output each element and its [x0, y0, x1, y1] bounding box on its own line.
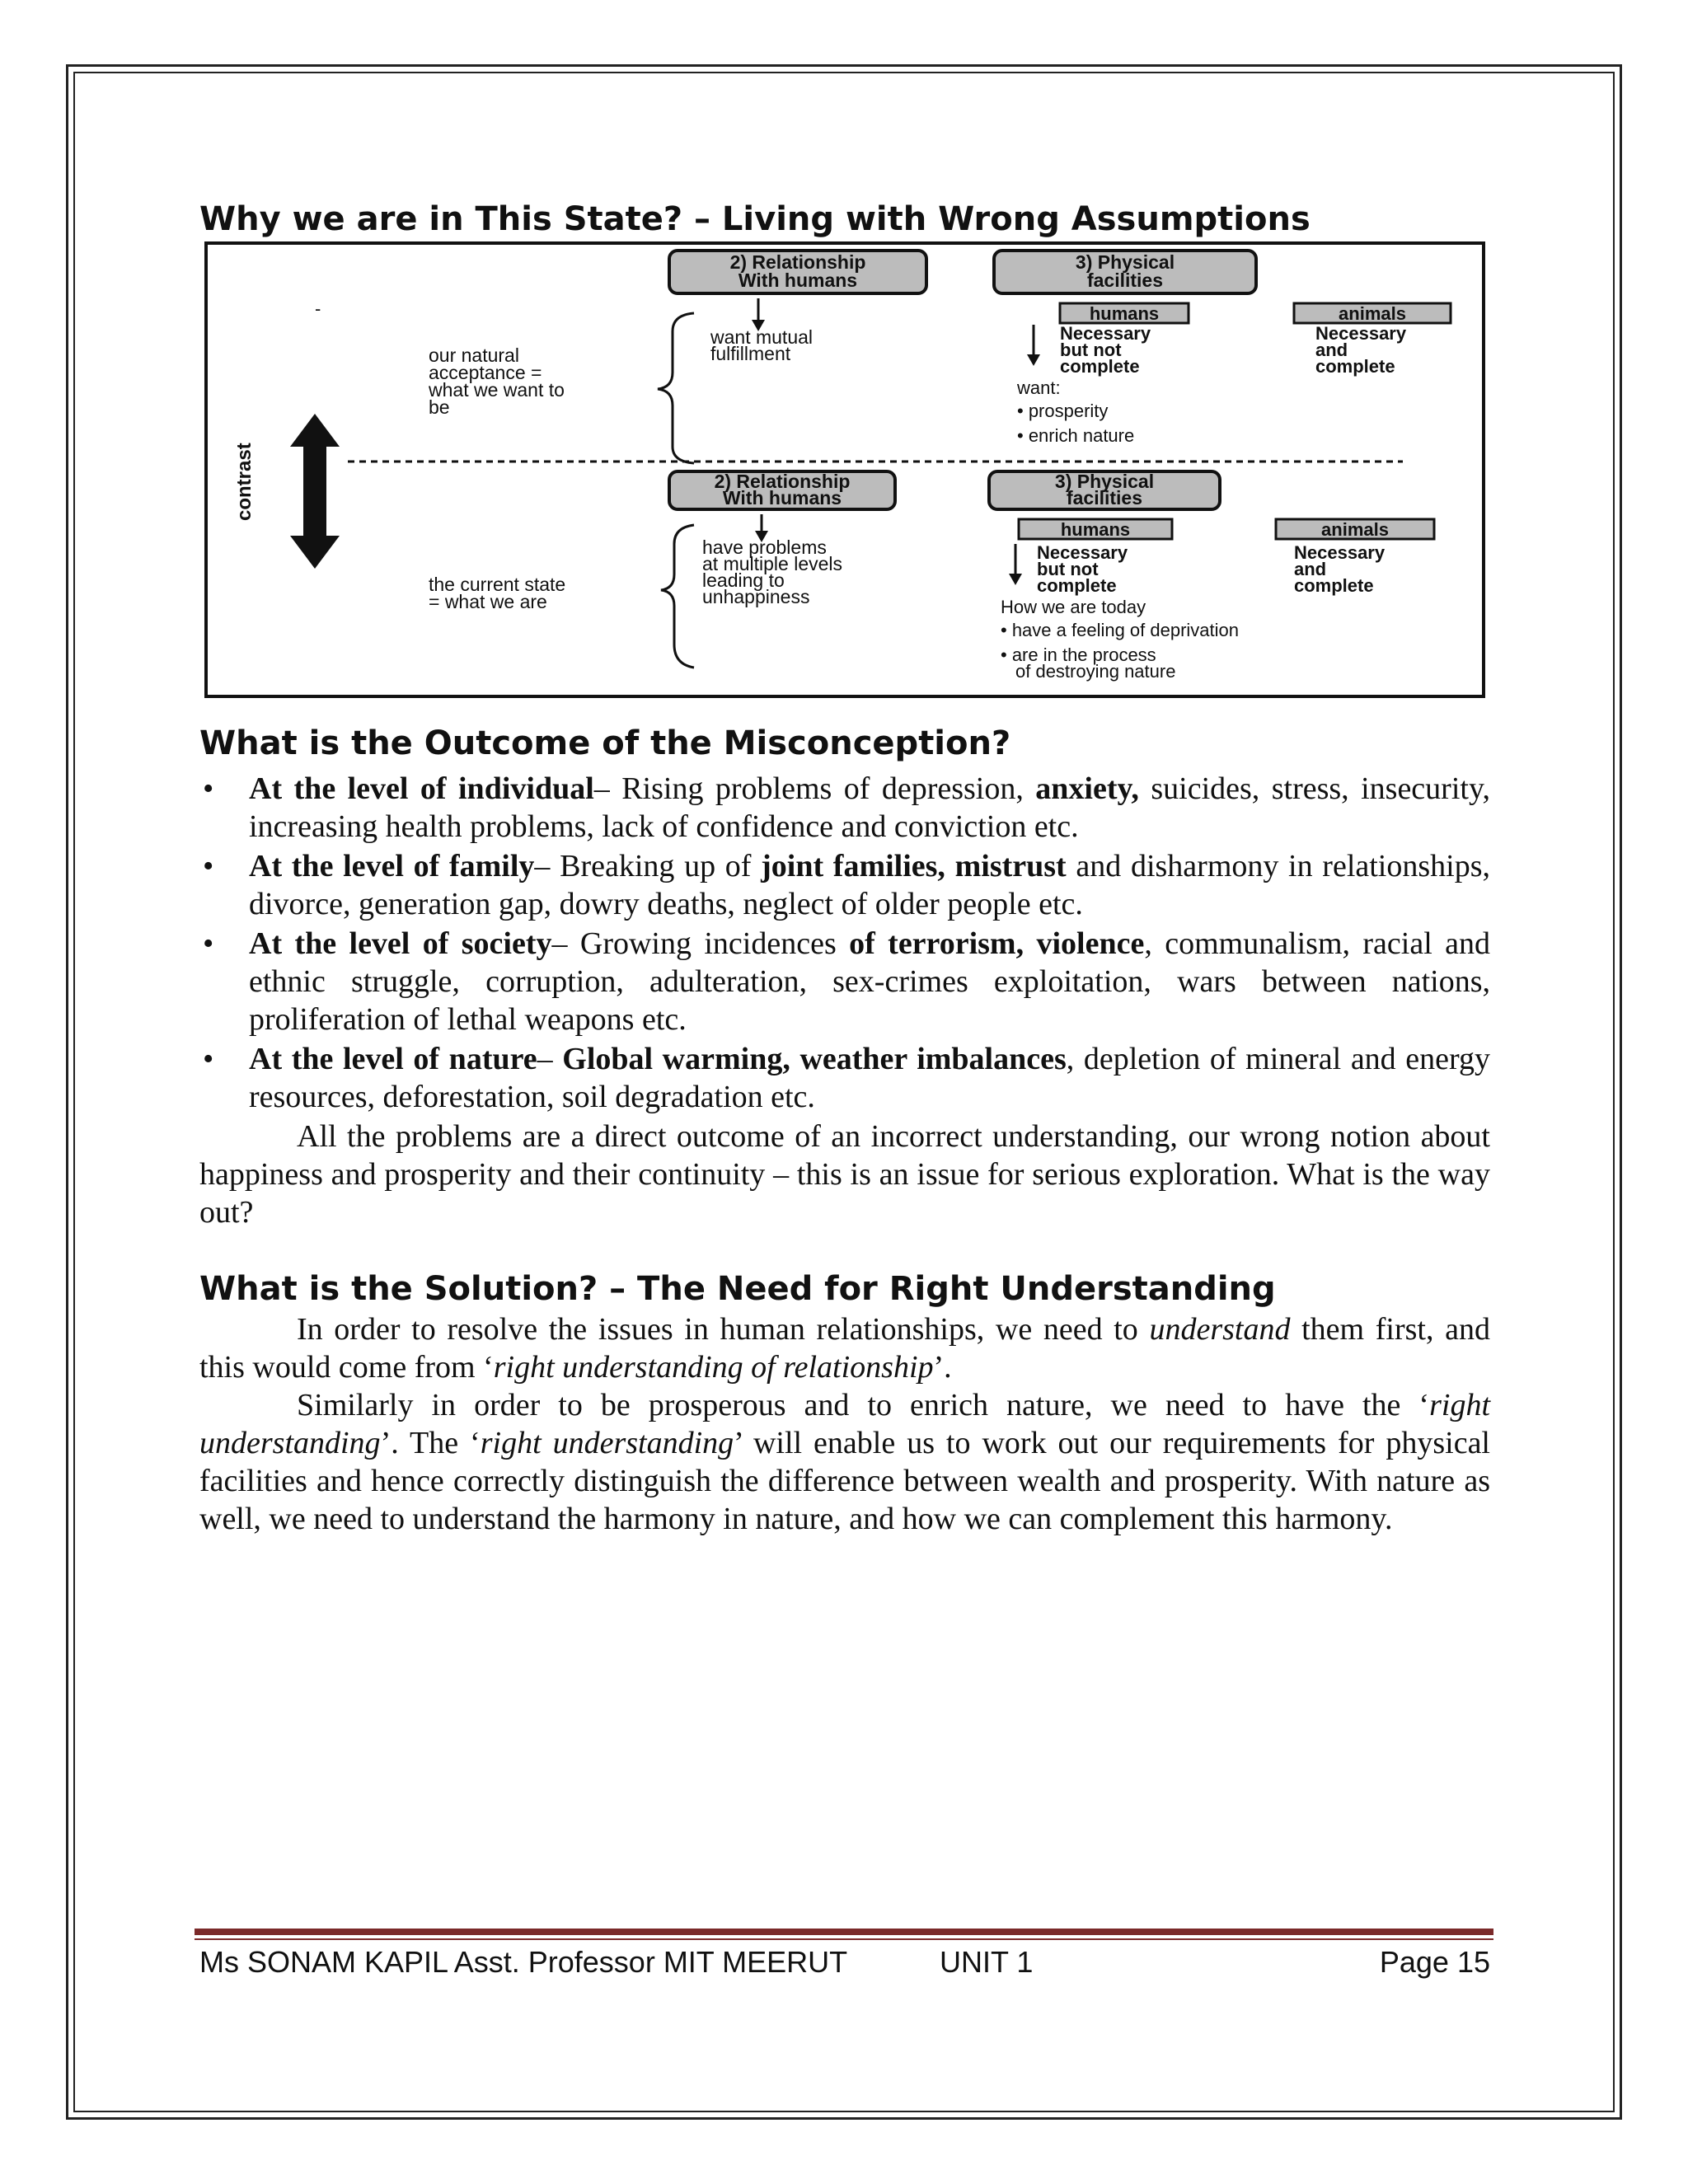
svg-text:With humans: With humans [722, 487, 842, 509]
svg-text:complete: complete [1315, 356, 1395, 377]
svg-text:2) Relationship: 2) Relationship [729, 251, 866, 273]
bottom-left-label [429, 574, 565, 612]
top-animals-tag [1294, 303, 1451, 324]
footer-unit: UNIT 1 [940, 1945, 1034, 1979]
bottom-box-relationship [669, 471, 895, 509]
svg-text:and: and [1315, 340, 1348, 360]
svg-text:complete: complete [1060, 356, 1140, 377]
svg-text:• prosperity: • prosperity [1017, 401, 1109, 421]
svg-text:= what we are: = what we are [429, 591, 547, 612]
svg-text:be: be [429, 396, 450, 418]
bullet-icon: • [203, 771, 214, 806]
list-item: • At the level of individual– Rising problems of depression, anxiety, suicides, stress, insecurity, increasing health problems, lack of confidence and conviction etc. [203, 771, 1490, 844]
assumptions-diagram [199, 241, 1490, 701]
outcome-paragraph: All the problems are a direct outcome of an incorrect understanding, our wrong notion about happiness and prosperity and their continuity – this is an issue for serious exploration. What is the way out? [199, 1119, 1490, 1230]
bottom-animals-tag [1276, 519, 1434, 540]
svg-text:complete: complete [1037, 575, 1117, 596]
list-item: • At the level of family– Breaking up of joint families, mistrust and disharmony in relationships, divorce, generation gap, dowry deaths, neglect of older people etc. [203, 849, 1490, 921]
svg-text:but not: but not [1037, 559, 1099, 579]
bullet-icon: • [203, 1042, 214, 1076]
footer-page-number: Page 15 [1379, 1945, 1490, 1979]
svg-text:fulfillment: fulfillment [710, 343, 791, 364]
footer-rule-thin [195, 1938, 1493, 1940]
svg-text:Necessary: Necessary [1037, 542, 1128, 563]
svg-text:• enrich nature: • enrich nature [1017, 425, 1135, 446]
page-footer [199, 1945, 1490, 1986]
svg-text:How we are today: How we are today [1001, 597, 1146, 617]
top-box-physical [994, 251, 1256, 293]
svg-text:our natural: our natural [429, 344, 519, 366]
svg-text:Necessary: Necessary [1315, 323, 1407, 344]
svg-text:want mutual: want mutual [710, 326, 814, 348]
svg-text:and: and [1294, 559, 1327, 579]
svg-text:Necessary: Necessary [1294, 542, 1386, 563]
svg-text:• have a feeling of deprivatio: • have a feeling of deprivation [1001, 620, 1240, 640]
svg-text:unhappiness: unhappiness [702, 586, 810, 607]
svg-text:facilities: facilities [1086, 269, 1164, 291]
svg-text:acceptance =: acceptance = [429, 362, 542, 383]
svg-text:animals: animals [1321, 519, 1389, 540]
bullet-icon: • [203, 849, 214, 883]
svg-text:have problems: have problems [702, 537, 827, 558]
svg-text:-: - [315, 298, 321, 319]
bullet-icon: • [203, 926, 214, 961]
svg-text:2) Relationship: 2) Relationship [714, 471, 851, 492]
svg-text:but not: but not [1060, 340, 1122, 360]
svg-text:• are in the process: • are in the process [1001, 644, 1156, 665]
contrast-label: contrast [233, 443, 256, 521]
bottom-box-physical [989, 471, 1220, 509]
svg-text:animals: animals [1339, 303, 1406, 324]
section-heading-state: Why we are in This State? – Living with Wrong Assumptions [199, 200, 1311, 238]
top-box-relationship [669, 251, 926, 293]
section-heading-solution: What is the Solution? – The Need for Right Understanding [199, 1270, 1276, 1308]
section-outcome [199, 722, 1490, 1231]
outcome-list [199, 770, 1490, 1116]
svg-text:complete: complete [1294, 575, 1374, 596]
solution-paragraph-2: Similarly in order to be prosperous and to enrich nature, we need to have the ‘right understanding’. The ‘right understanding’ will enable us to work out our requirements for physical facilities and hence correctly distinguish the difference between wealth and prosperity. With nature as well, we need to understand the harmony in nature, and how we can complement this harmony. [199, 1388, 1490, 1536]
svg-text:humans: humans [1089, 303, 1160, 324]
page-content [199, 198, 1490, 1538]
section-heading-outcome: What is the Outcome of the Misconception? [199, 724, 1011, 762]
svg-text:at multiple levels: at multiple levels [702, 553, 843, 574]
svg-text:what we want to: what we want to [429, 379, 565, 401]
svg-text:the current state: the current state [429, 574, 566, 595]
svg-text:3) Physical: 3) Physical [1075, 251, 1175, 273]
bottom-humans-tag [1019, 519, 1172, 540]
svg-text:Necessary: Necessary [1060, 323, 1151, 344]
list-item: • At the level of society– Growing incidences of terrorism, violence, communalism, racial and ethnic struggle, corruption, adulteration, sex-crimes exploitation, wars between nations, proliferation of lethal weapons etc. [203, 926, 1491, 1037]
svg-text:3) Physical: 3) Physical [1054, 471, 1155, 492]
footer-author: Ms SONAM KAPIL Asst. Professor MIT MEERUT [199, 1945, 848, 1979]
section-solution [199, 1268, 1490, 1538]
svg-text:leading to: leading to [702, 569, 785, 591]
svg-text:humans: humans [1060, 519, 1131, 540]
solution-paragraph-1: In order to resolve the issues in human relationships, we need to understand them first, and this would come from ‘right understanding of relationship’. [199, 1312, 1490, 1385]
svg-text:With humans: With humans [738, 269, 858, 291]
list-item: • At the level of nature– Global warming, weather imbalances, depletion of mineral and energy resources, deforestation, soil degradation etc. [203, 1042, 1490, 1114]
svg-text:facilities: facilities [1066, 487, 1143, 509]
footer-rule [195, 1929, 1493, 1935]
top-humans-tag [1060, 303, 1189, 324]
svg-text:want:: want: [1017, 377, 1061, 398]
svg-text:of destroying nature: of destroying nature [1015, 661, 1176, 682]
